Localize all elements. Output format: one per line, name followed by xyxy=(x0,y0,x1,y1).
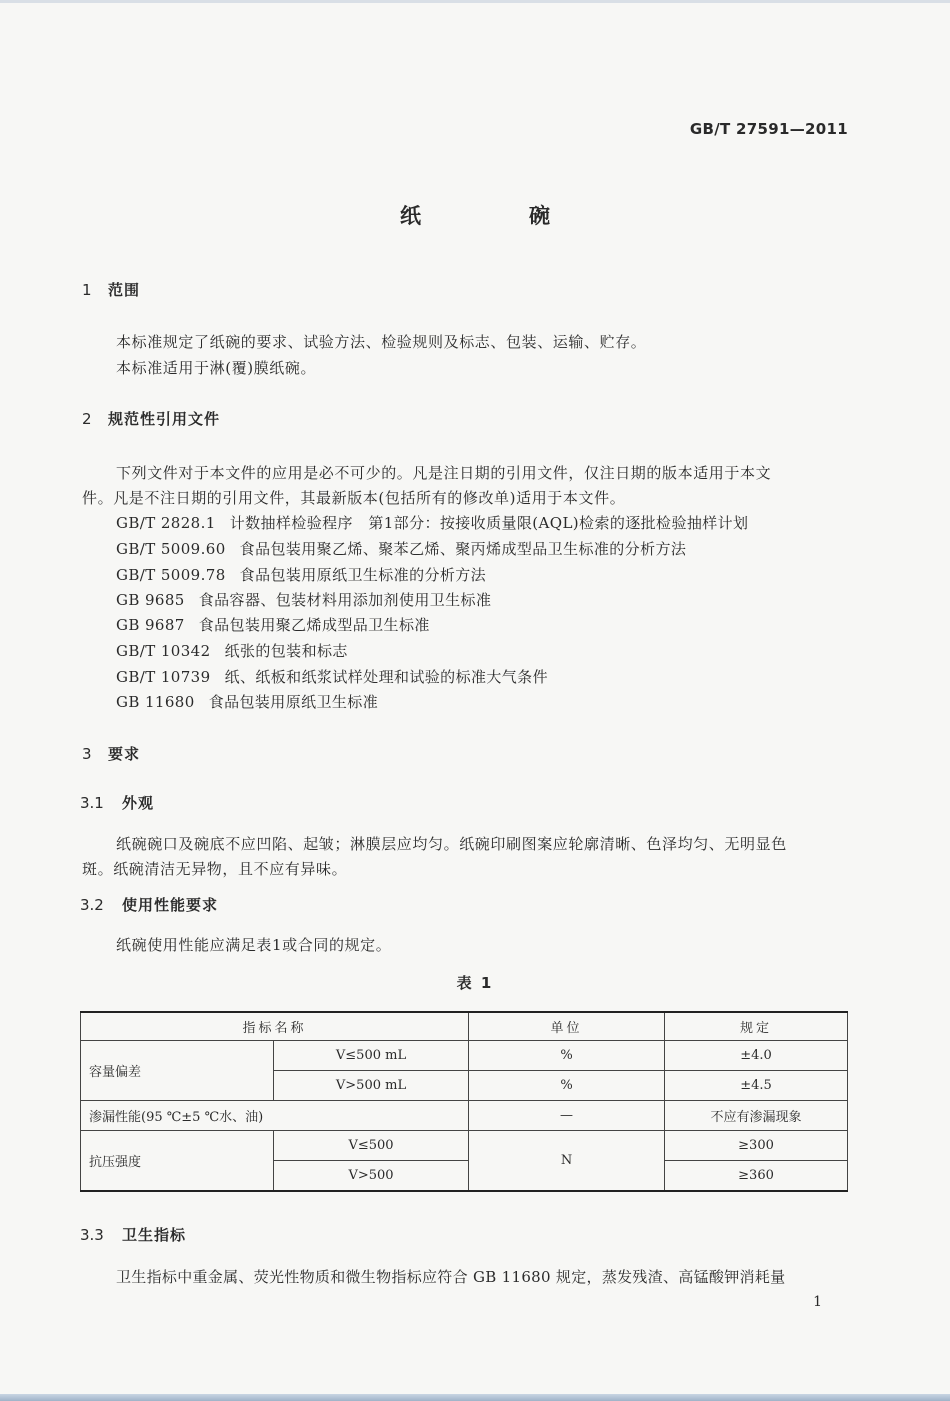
page-number: 1 xyxy=(813,1294,822,1310)
reference-code: GB/T 10739 xyxy=(116,668,211,686)
condition-cell: V>500 mL xyxy=(274,1071,469,1101)
reference-code: GB 9687 xyxy=(116,616,185,634)
paragraph: 卫生指标中重金属、荧光性物质和微生物指标应符合 GB 11680 规定，蒸发残渣、高锰酸钾消耗量 xyxy=(116,1268,786,1286)
reference-item xyxy=(116,691,378,712)
header-cell: 单位 xyxy=(469,1012,665,1041)
reference-title: 食品包装用原纸卫生标准 xyxy=(208,693,379,711)
section-3-3-heading xyxy=(80,1224,186,1245)
section-title: 卫生指标 xyxy=(122,1226,187,1244)
paragraph: 纸碗使用性能应满足表1或合同的规定。 xyxy=(116,936,392,954)
reference-code: GB/T 5009.78 xyxy=(116,566,226,584)
scan-edge-top xyxy=(0,0,950,3)
unit-cell: — xyxy=(469,1101,665,1131)
section-3-2-heading xyxy=(80,894,218,915)
value-cell: ≥300 xyxy=(665,1131,848,1161)
unit-cell: N xyxy=(469,1131,665,1192)
reference-title: 纸、纸板和纸浆试样处理和试验的标准大气条件 xyxy=(224,668,548,686)
section-3-heading xyxy=(82,743,140,764)
section-number: 3.1 xyxy=(80,794,104,812)
value-cell: ≥360 xyxy=(665,1161,848,1192)
reference-code: GB/T 2828.1 xyxy=(116,514,216,532)
reference-item xyxy=(116,512,748,533)
section-number: 2 xyxy=(82,410,92,428)
condition-cell: V>500 xyxy=(274,1161,469,1192)
section-2-heading xyxy=(82,408,220,429)
paragraph: 下列文件对于本文件的应用是必不可少的。凡是注日期的引用文件，仅注日期的版本适用于本文 xyxy=(116,464,772,482)
paragraph: 本标准适用于淋(覆)膜纸碗。 xyxy=(116,359,317,377)
reference-title: 食品包装用原纸卫生标准的分析方法 xyxy=(239,566,487,584)
paragraph: 纸碗碗口及碗底不应凹陷、起皱；淋膜层应均匀。纸碗印刷图案应轮廓清晰、色泽均匀、无明显色 xyxy=(116,835,787,853)
header-cell: 规定 xyxy=(665,1012,848,1041)
condition-cell: V≤500 xyxy=(274,1131,469,1161)
standard-code: GB/T 27591—2011 xyxy=(689,120,848,138)
value-cell: 不应有渗漏现象 xyxy=(665,1101,848,1131)
page-title: 纸碗 xyxy=(400,204,658,228)
section-number: 3.3 xyxy=(80,1226,104,1244)
reference-title: 计数抽样检验程序 第1部分：按接收质量限(AQL)检索的逐批检验抽样计划 xyxy=(229,514,749,532)
section-1-heading xyxy=(82,279,140,300)
performance-table xyxy=(80,1011,848,1192)
condition-cell: V≤500 mL xyxy=(274,1041,469,1071)
reference-item xyxy=(116,538,686,559)
reference-code: GB 11680 xyxy=(116,693,195,711)
row-label: 渗漏性能(95 ℃±5 ℃水、油) xyxy=(81,1101,469,1131)
reference-title: 食品包装用聚乙烯成型品卫生标准 xyxy=(198,616,430,634)
paragraph: 本标准规定了纸碗的要求、试验方法、检验规则及标志、包装、运输、贮存。 xyxy=(116,333,647,351)
header-cell: 指标名称 xyxy=(81,1012,469,1041)
value-cell: ±4.0 xyxy=(665,1041,848,1071)
table-caption: 表 1 xyxy=(456,974,494,992)
reference-title: 纸张的包装和标志 xyxy=(224,642,348,660)
section-title: 规范性引用文件 xyxy=(108,410,221,428)
scan-edge-bottom xyxy=(0,1394,950,1401)
unit-cell: % xyxy=(469,1041,665,1071)
reference-item xyxy=(116,564,486,585)
section-number: 3 xyxy=(82,745,92,763)
paragraph: 件。凡是不注日期的引用文件，其最新版本(包括所有的修改单)适用于本文件。 xyxy=(82,489,626,507)
row-label: 抗压强度 xyxy=(81,1131,274,1192)
reference-code: GB/T 10342 xyxy=(116,642,211,660)
section-number: 1 xyxy=(82,281,92,299)
value-cell: ±4.5 xyxy=(665,1071,848,1101)
table-header-row xyxy=(81,1012,848,1041)
reference-item xyxy=(116,666,548,687)
table-row xyxy=(81,1101,848,1131)
section-3-1-heading xyxy=(80,792,154,813)
section-title: 要求 xyxy=(108,745,141,763)
section-number: 3.2 xyxy=(80,896,104,914)
section-title: 使用性能要求 xyxy=(122,896,219,914)
reference-title: 食品包装用聚乙烯、聚苯乙烯、聚丙烯成型品卫生标准的分析方法 xyxy=(239,540,687,558)
row-label: 容量偏差 xyxy=(81,1041,274,1101)
reference-code: GB/T 5009.60 xyxy=(116,540,226,558)
reference-title: 食品容器、包装材料用添加剂使用卫生标准 xyxy=(198,591,492,609)
reference-item xyxy=(116,640,348,661)
unit-cell: % xyxy=(469,1071,665,1101)
section-title: 外观 xyxy=(122,794,155,812)
reference-item xyxy=(116,589,491,610)
table-row xyxy=(81,1131,848,1161)
paragraph: 斑。纸碗清洁无异物，且不应有异味。 xyxy=(82,860,348,878)
reference-code: GB 9685 xyxy=(116,591,185,609)
reference-item xyxy=(116,614,430,635)
section-title: 范围 xyxy=(108,281,141,299)
table-row xyxy=(81,1041,848,1071)
